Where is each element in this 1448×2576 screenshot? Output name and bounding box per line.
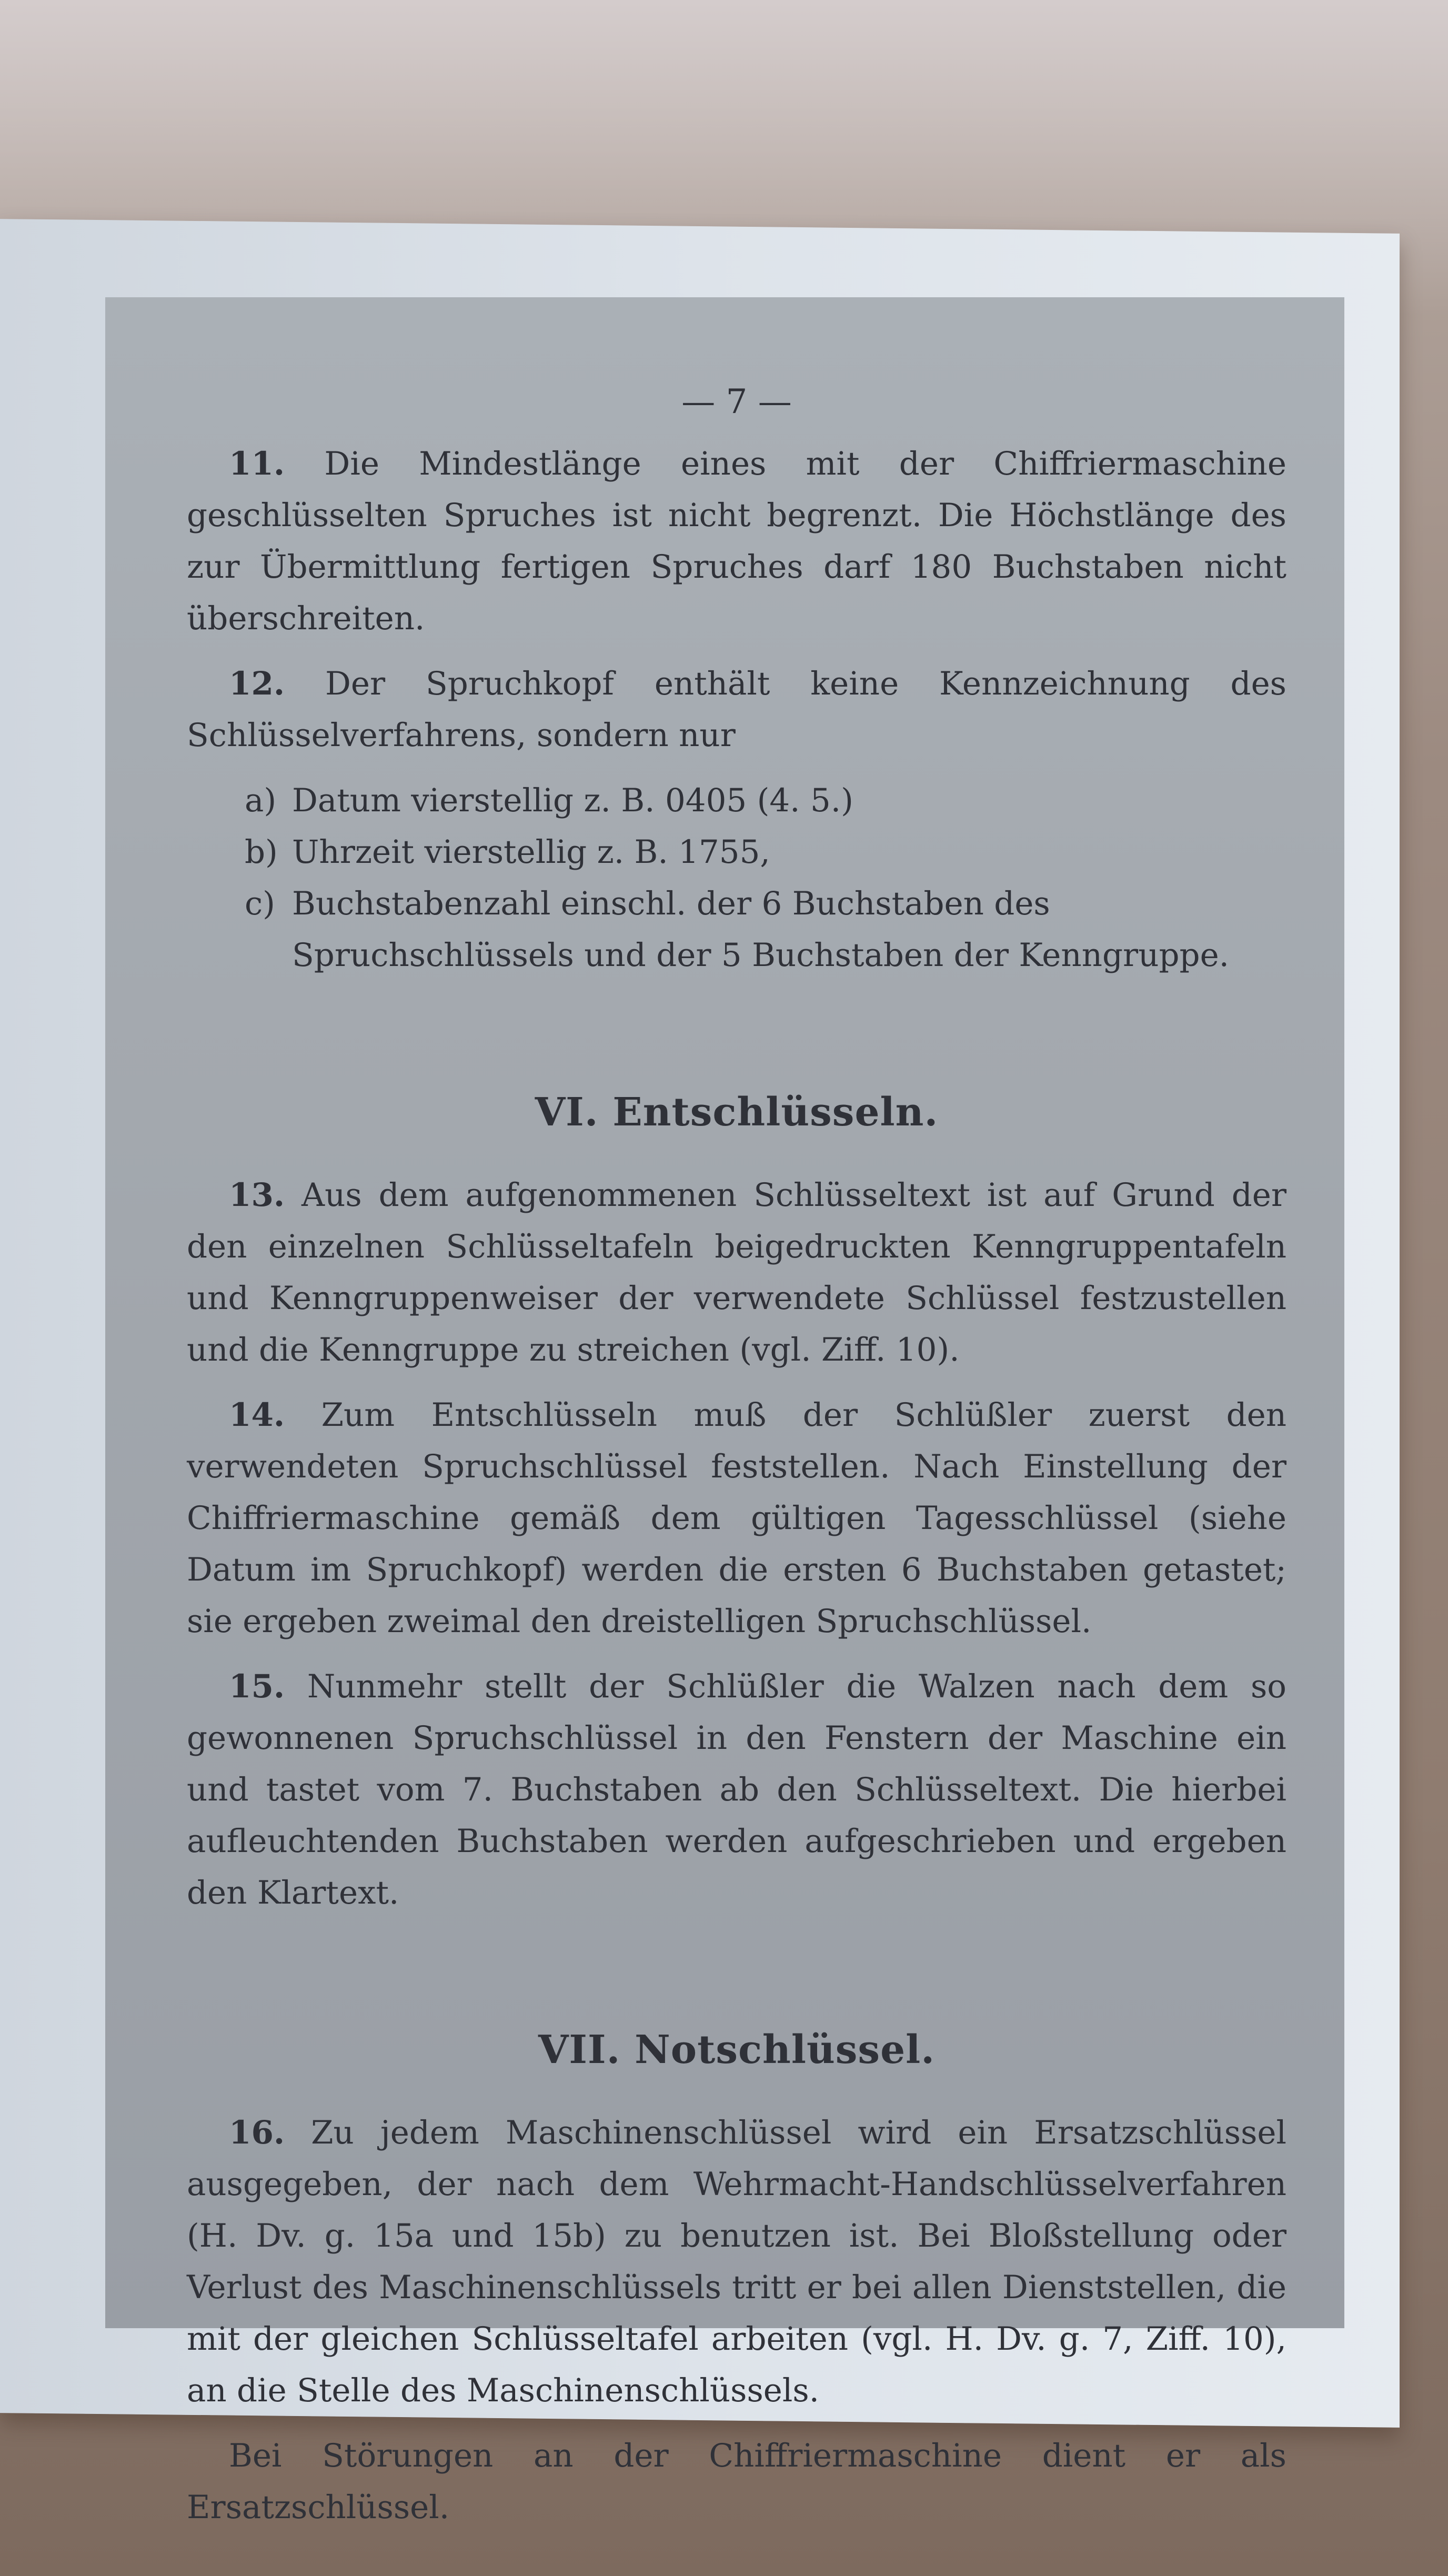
paragraph-text: Die Mindestlänge eines mit der Chiffriermaschine geschlüsselten Spruches ist nicht begrenzt. Die Höchstlänge des zur Übermittlung fertigen Spruches darf 180 Buchstaben nicht überschreiten. [187, 445, 1286, 637]
paragraph-number: 14. [229, 1396, 285, 1434]
list-item-text: Buchstabenzahl einschl. der 6 Buchstaben des Spruchschlüssels und der 5 Buchstaben der Kenngruppe. [292, 885, 1230, 974]
document-page [105, 297, 1344, 2526]
paragraph-text: Der Spruchkopf enthält keine Kennzeichnung des Schlüsselverfahrens, sondern nur [187, 665, 1286, 754]
paragraph-text: Zum Entschlüsseln muß der Schlüßler zuerst den verwendeten Spruchschlüssel feststellen. Nach Einstellung der Chiffriermaschine gemäß dem gültigen Tagesschlüssel (siehe Datum im Spruchkopf) werden die ersten 6 Buchstaben getastet; sie ergeben zweimal den dreistelligen Spruchschlüssel. [187, 1396, 1287, 1640]
paragraph-11 [187, 438, 1286, 645]
list-item [245, 775, 1286, 827]
list-item [245, 878, 1286, 981]
paragraph-15 [187, 1661, 1286, 1919]
list-item-letter: b) [245, 833, 278, 871]
paragraph-12-list [187, 775, 1286, 981]
paragraph-16 [187, 2107, 1286, 2417]
page-number: — 7 — [681, 383, 792, 421]
paragraph-text: Nunmehr stellt der Schlüßler die Walzen nach dem so gewonnenen Spruchschlüssel in den Fenstern der Maschine ein und tastet vom 7. Buchstaben ab den Schlüsseltext. Die hierbei aufleuchtenden Buchstaben werden aufgeschrieben und ergeben den Klartext. [187, 1668, 1287, 1911]
paragraph-number: 16. [229, 2114, 285, 2151]
list-item-text: Datum vierstellig z. B. 0405 (4. 5.) [292, 782, 853, 819]
paragraph-number: 15. [229, 1668, 285, 1705]
section-heading-vii: VII. Notschlüssel. [538, 2027, 936, 2072]
paragraph-text: Zu jedem Maschinenschlüssel wird ein Ersatzschlüssel ausgegeben, der nach dem Wehrmacht-Handschlüsselverfahren (H. Dv. g. 15a und 15b) zu benutzen ist. Bei Bloßstellung oder Verlust des Maschinenschlüssels tritt er bei allen Dienststellen, die mit der gleichen Schlüsseltafel arbeiten (vgl. H. Dv. g. 7, Ziff. 10), an die Stelle des Maschinenschlüssels. [187, 2114, 1287, 2409]
paragraph-12 [187, 658, 1286, 761]
paragraph-number: 12. [229, 665, 285, 702]
paragraph-text: Aus dem aufgenommenen Schlüsseltext ist auf Grund der den einzelnen Schlüsseltafeln beigedruckten Kenngruppentafeln und Kenngruppenweiser der verwendete Schlüssel festzustellen und die Kenngruppe zu streichen (vgl. Ziff. 10). [187, 1176, 1286, 1368]
paragraph-13 [187, 1170, 1286, 1376]
paragraph-14 [187, 1390, 1286, 1647]
list-item [245, 827, 1286, 878]
list-item-text: Uhrzeit vierstellig z. B. 1755, [292, 833, 770, 871]
paragraph-number: 13. [229, 1176, 285, 1214]
closing-paragraph: Bei Störungen an der Chiffriermaschine dient er als Ersatzschlüssel. [187, 2437, 1286, 2526]
paragraph-number: 11. [229, 445, 285, 482]
list-item-letter: c) [245, 885, 275, 922]
list-item-letter: a) [245, 782, 277, 819]
section-heading-vi: VI. Entschlüsseln. [535, 1090, 939, 1135]
